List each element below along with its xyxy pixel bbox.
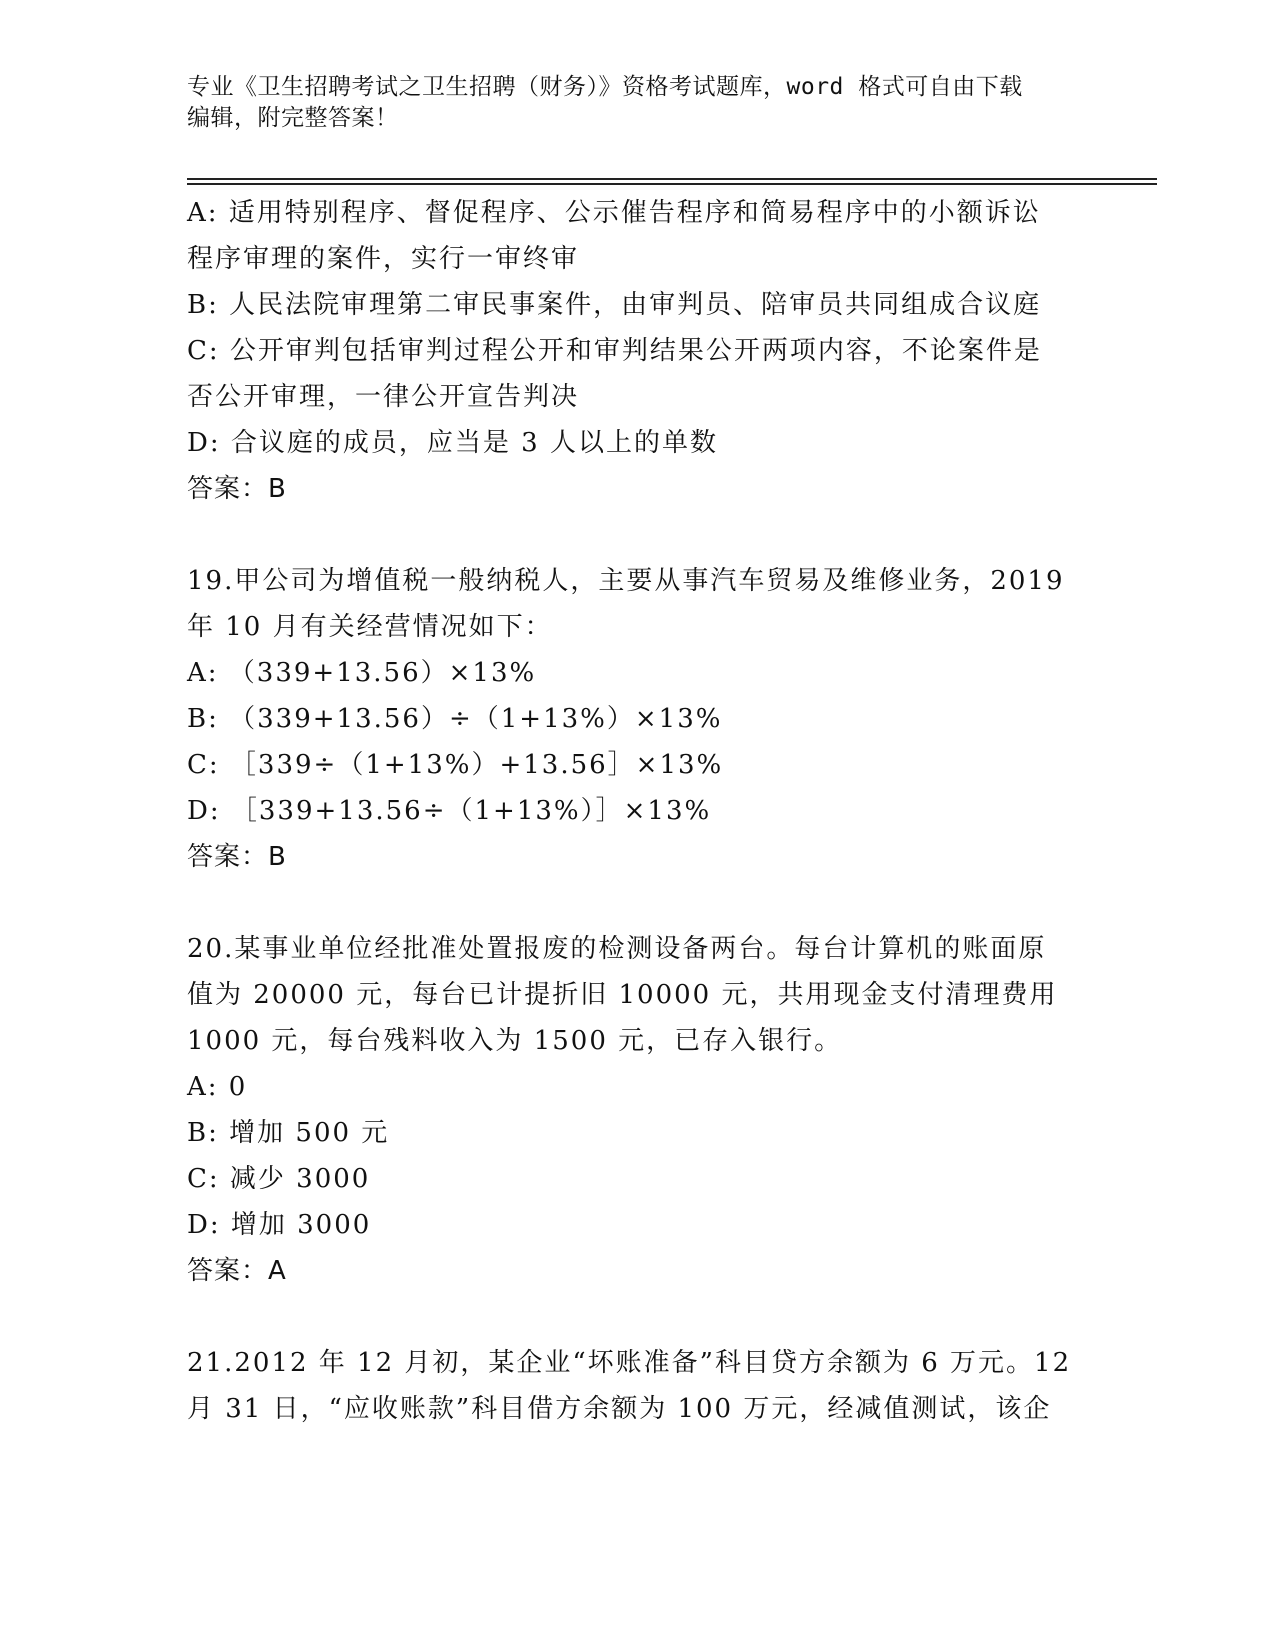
- option-c: C: ［339÷（1+13%）+13.56］×13%: [187, 750, 724, 780]
- option-d: D: ［339+13.56÷（1+13%）］×13%: [187, 796, 712, 826]
- option-a: A: 0: [187, 1072, 248, 1102]
- question-stem-continued: 1000 元，每台残料收入为 1500 元，已存入银行。: [187, 1026, 843, 1056]
- header-line: 编辑，附完整答案！: [187, 105, 399, 131]
- question-20: [187, 926, 1087, 1294]
- option-c: C: 减少 3000: [187, 1164, 371, 1194]
- option-a: A: （339+13.56）×13%: [187, 658, 537, 688]
- question-stem-continued: 值为 20000 元，每台已计提折旧 10000 元，共用现金支付清理费用: [187, 980, 1058, 1010]
- option-b: B: 人民法院审理第二审民事案件，由审判员、陪审员共同组成合议庭: [187, 290, 1042, 320]
- option-b: B: （339+13.56）÷（1+13%）×13%: [187, 704, 723, 734]
- answer: 答案：A: [187, 1256, 287, 1286]
- option-c: C: 公开审判包括审判过程公开和审判结果公开两项内容，不论案件是: [187, 336, 1042, 366]
- header-divider: [187, 183, 1157, 185]
- option-a: A: 适用特别程序、督促程序、公示催告程序和简易程序中的小额诉讼: [187, 198, 1041, 228]
- document-header: [187, 72, 1087, 134]
- option-b: B: 增加 500 元: [187, 1118, 390, 1148]
- answer: 答案：B: [187, 474, 287, 504]
- option-d: D: 增加 3000: [187, 1210, 372, 1240]
- question-stem-continued: 月 31 日，“应收账款”科目借方余额为 100 万元，经减值测试，该企: [187, 1394, 1052, 1424]
- question-stem: 21.2012 年 12 月初，某企业“坏账准备”科目贷方余额为 6 万元。12: [187, 1348, 1072, 1378]
- header-line: 专业《卫生招聘考试之卫生招聘（财务）》资格考试题库，word 格式可自由下载: [187, 74, 1023, 100]
- header-divider: [187, 178, 1157, 180]
- question-stem: 19.甲公司为增值税一般纳税人，主要从事汽车贸易及维修业务，2019: [187, 566, 1065, 596]
- question-stem: 20.某事业单位经批准处置报废的检测设备两台。每台计算机的账面原: [187, 934, 1047, 964]
- question-stem-continued: 年 10 月有关经营情况如下：: [187, 612, 553, 642]
- document-body: [187, 190, 1087, 1432]
- question-18: [187, 190, 1087, 512]
- option-a-continued: 程序审理的案件，实行一审终审: [187, 244, 580, 274]
- option-d: D: 合议庭的成员，应当是 3 人以上的单数: [187, 428, 718, 458]
- question-21: [187, 1340, 1087, 1432]
- option-c-continued: 否公开审理，一律公开宣告判决: [187, 382, 580, 412]
- answer: 答案：B: [187, 842, 287, 872]
- question-19: [187, 558, 1087, 880]
